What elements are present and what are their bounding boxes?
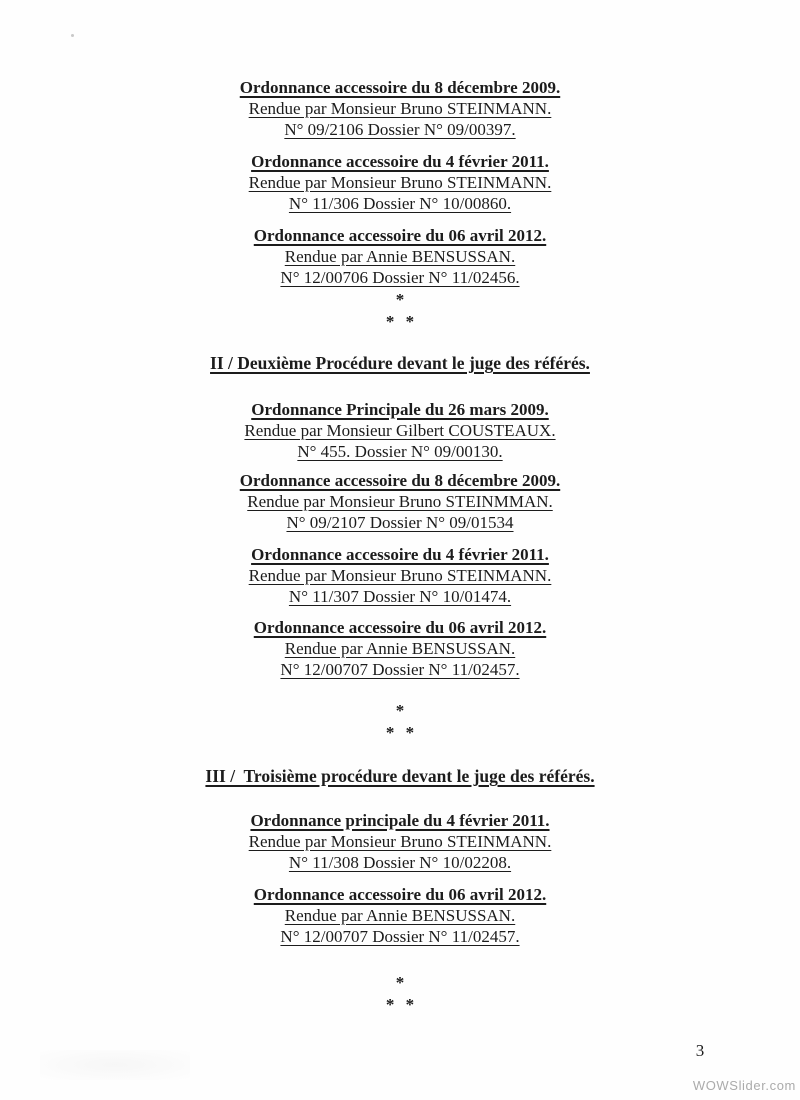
asterisk-separator xyxy=(0,972,800,1016)
ordonnance-title: Ordonnance accessoire du 8 décembre 2009. xyxy=(239,78,561,97)
ordonnance-title: Ordonnance accessoire du 8 décembre 2009. xyxy=(239,471,561,490)
ordonnance-title: Ordonnance accessoire du 06 avril 2012. xyxy=(253,618,547,637)
ordonnance-numero: N° 12/00707 Dossier N° 11/02457. xyxy=(280,927,520,946)
section-heading-iii: III / Troisième procédure devant le juge des référés. xyxy=(205,766,595,786)
separator-star-pair: * * xyxy=(385,312,415,331)
ordonnance-block xyxy=(0,399,800,462)
page-number: 3 xyxy=(695,1041,705,1060)
ordonnance-title: Ordonnance principale du 4 février 2011. xyxy=(250,811,550,830)
ordonnance-rendue: Rendue par Monsieur Bruno STEINMANN. xyxy=(248,832,552,851)
ordonnance-numero: N° 455. Dossier N° 09/00130. xyxy=(297,442,503,461)
ordonnance-numero: N° 09/2107 Dossier N° 09/01534 xyxy=(286,513,514,532)
ordonnance-block xyxy=(0,225,800,288)
ordonnance-title: Ordonnance accessoire du 06 avril 2012. xyxy=(253,885,547,904)
ordonnance-rendue: Rendue par Annie BENSUSSAN. xyxy=(284,906,516,925)
ordonnance-rendue: Rendue par Monsieur Bruno STEINMMAN. xyxy=(247,492,553,511)
separator-star: * xyxy=(395,290,405,309)
ordonnance-rendue: Rendue par Monsieur Gilbert COUSTEAUX. xyxy=(244,421,556,440)
ordonnance-title: Ordonnance accessoire du 4 février 2011. xyxy=(251,545,549,564)
ordonnance-numero: N° 09/2106 Dossier N° 09/00397. xyxy=(284,120,516,139)
separator-star: * xyxy=(395,973,405,992)
asterisk-separator xyxy=(0,700,800,744)
scan-smudge xyxy=(40,1050,190,1080)
separator-star-pair: * * xyxy=(385,995,415,1014)
ordonnance-rendue: Rendue par Annie BENSUSSAN. xyxy=(284,247,516,266)
ordonnance-title: Ordonnance accessoire du 4 février 2011. xyxy=(251,152,549,171)
ordonnance-block xyxy=(0,151,800,214)
separator-star-pair: * * xyxy=(385,723,415,742)
ordonnance-numero: N° 11/308 Dossier N° 10/02208. xyxy=(288,853,512,872)
ordonnance-block xyxy=(0,544,800,607)
ordonnance-title: Ordonnance Principale du 26 mars 2009. xyxy=(251,400,549,419)
section-heading-ii: II / Deuxième Procédure devant le juge des référés. xyxy=(210,353,590,373)
ordonnance-numero: N° 11/307 Dossier N° 10/01474. xyxy=(288,587,512,606)
ordonnance-block xyxy=(0,617,800,680)
separator-star: * xyxy=(395,701,405,720)
ordonnance-title: Ordonnance accessoire du 06 avril 2012. xyxy=(253,226,547,245)
ordonnance-rendue: Rendue par Annie BENSUSSAN. xyxy=(284,639,516,658)
ordonnance-block xyxy=(0,884,800,947)
ordonnance-rendue: Rendue par Monsieur Bruno STEINMANN. xyxy=(248,173,552,192)
scan-speck xyxy=(71,34,74,37)
ordonnance-numero: N° 12/00707 Dossier N° 11/02457. xyxy=(280,660,520,679)
ordonnance-numero: N° 12/00706 Dossier N° 11/02456. xyxy=(280,268,520,287)
ordonnance-rendue: Rendue par Monsieur Bruno STEINMANN. xyxy=(248,99,552,118)
ordonnance-block xyxy=(0,77,800,140)
ordonnance-numero: N° 11/306 Dossier N° 10/00860. xyxy=(288,194,512,213)
ordonnance-block xyxy=(0,810,800,873)
ordonnance-block xyxy=(0,470,800,533)
watermark: WOWSlider.com xyxy=(692,1078,796,1093)
ordonnance-rendue: Rendue par Monsieur Bruno STEINMANN. xyxy=(248,566,552,585)
asterisk-separator xyxy=(0,289,800,333)
